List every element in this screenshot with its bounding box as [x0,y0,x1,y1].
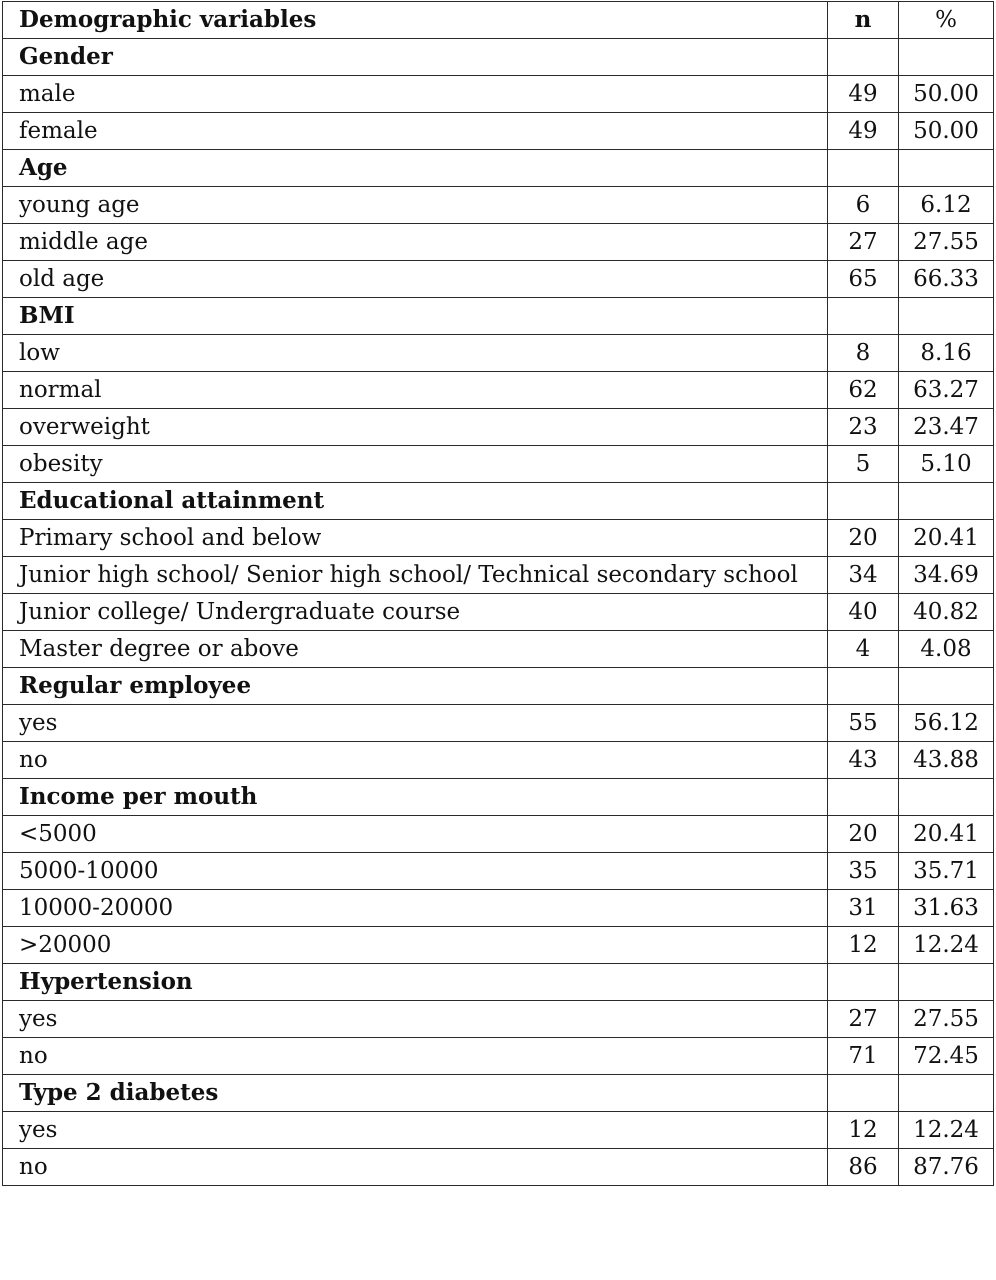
table-row [3,372,994,409]
row-percent: 56.12 [899,705,994,742]
row-percent: 4.08 [899,631,994,668]
row-label: >20000 [3,927,828,964]
row-percent: 8.16 [899,335,994,372]
section-title: Educational attainment [3,483,828,520]
row-n: 23 [828,409,899,446]
table-row [3,187,994,224]
section-n-empty [828,39,899,76]
row-label: middle age [3,224,828,261]
section-header-row [3,298,994,335]
row-label: yes [3,1001,828,1038]
row-percent: 63.27 [899,372,994,409]
row-label: low [3,335,828,372]
header-n: n [828,2,899,39]
section-header-row [3,1075,994,1112]
section-title: Hypertension [3,964,828,1001]
section-percent-empty [899,150,994,187]
row-label: no [3,1149,828,1186]
row-n: 12 [828,1112,899,1149]
row-n: 20 [828,520,899,557]
section-title: Income per mouth [3,779,828,816]
row-percent: 35.71 [899,853,994,890]
table-row [3,76,994,113]
section-header-row [3,483,994,520]
row-n: 31 [828,890,899,927]
row-percent: 72.45 [899,1038,994,1075]
demographics-table [2,1,994,1186]
row-percent: 31.63 [899,890,994,927]
row-n: 62 [828,372,899,409]
row-label: <5000 [3,816,828,853]
section-percent-empty [899,298,994,335]
row-n: 5 [828,446,899,483]
section-title: Age [3,150,828,187]
section-header-row [3,964,994,1001]
table-row [3,927,994,964]
row-label: female [3,113,828,150]
table-row [3,409,994,446]
section-percent-empty [899,1075,994,1112]
table-row [3,224,994,261]
row-percent: 12.24 [899,927,994,964]
table-row [3,1149,994,1186]
section-title: Type 2 diabetes [3,1075,828,1112]
row-n: 8 [828,335,899,372]
section-n-empty [828,483,899,520]
header-variable: Demographic variables [3,2,828,39]
row-n: 71 [828,1038,899,1075]
row-percent: 40.82 [899,594,994,631]
row-percent: 5.10 [899,446,994,483]
table-row [3,742,994,779]
row-label: male [3,76,828,113]
section-n-empty [828,1075,899,1112]
row-n: 86 [828,1149,899,1186]
table-row [3,1112,994,1149]
section-n-empty [828,964,899,1001]
table-row [3,1038,994,1075]
row-percent: 50.00 [899,76,994,113]
table-row [3,520,994,557]
row-label: no [3,742,828,779]
section-percent-empty [899,779,994,816]
row-n: 43 [828,742,899,779]
table-row [3,853,994,890]
row-n: 12 [828,927,899,964]
section-n-empty [828,150,899,187]
row-label: no [3,1038,828,1075]
row-label: 5000-10000 [3,853,828,890]
row-n: 34 [828,557,899,594]
row-label: Junior high school/ Senior high school/ Technical secondary school [3,557,828,594]
section-header-row [3,779,994,816]
table-row [3,335,994,372]
row-label: normal [3,372,828,409]
table-row [3,446,994,483]
row-n: 20 [828,816,899,853]
row-percent: 23.47 [899,409,994,446]
row-percent: 27.55 [899,1001,994,1038]
row-percent: 6.12 [899,187,994,224]
section-n-empty [828,779,899,816]
row-label: Primary school and below [3,520,828,557]
section-title: Gender [3,39,828,76]
table-row [3,557,994,594]
row-n: 27 [828,224,899,261]
row-n: 49 [828,76,899,113]
section-title: BMI [3,298,828,335]
table-row [3,261,994,298]
row-label: yes [3,1112,828,1149]
table-row [3,631,994,668]
section-title: Regular employee [3,668,828,705]
table-row [3,1001,994,1038]
section-percent-empty [899,668,994,705]
row-percent: 43.88 [899,742,994,779]
row-label: Junior college/ Undergraduate course [3,594,828,631]
row-n: 49 [828,113,899,150]
row-percent: 12.24 [899,1112,994,1149]
row-n: 35 [828,853,899,890]
row-percent: 27.55 [899,224,994,261]
row-n: 6 [828,187,899,224]
row-n: 27 [828,1001,899,1038]
row-n: 65 [828,261,899,298]
row-percent: 34.69 [899,557,994,594]
row-n: 40 [828,594,899,631]
header-percent: % [899,2,994,39]
row-percent: 20.41 [899,816,994,853]
table-body [3,39,994,1186]
row-label: yes [3,705,828,742]
section-percent-empty [899,964,994,1001]
row-label: overweight [3,409,828,446]
row-n: 55 [828,705,899,742]
row-percent: 50.00 [899,113,994,150]
table-row [3,594,994,631]
table-row [3,705,994,742]
row-percent: 66.33 [899,261,994,298]
row-label: 10000-20000 [3,890,828,927]
header-row [3,2,994,39]
row-percent: 20.41 [899,520,994,557]
row-label: young age [3,187,828,224]
section-header-row [3,668,994,705]
table-row [3,890,994,927]
table-row [3,113,994,150]
row-percent: 87.76 [899,1149,994,1186]
section-n-empty [828,298,899,335]
section-n-empty [828,668,899,705]
row-label: Master degree or above [3,631,828,668]
section-percent-empty [899,39,994,76]
row-label: obesity [3,446,828,483]
section-header-row [3,39,994,76]
row-label: old age [3,261,828,298]
section-header-row [3,150,994,187]
table-row [3,816,994,853]
section-percent-empty [899,483,994,520]
row-n: 4 [828,631,899,668]
